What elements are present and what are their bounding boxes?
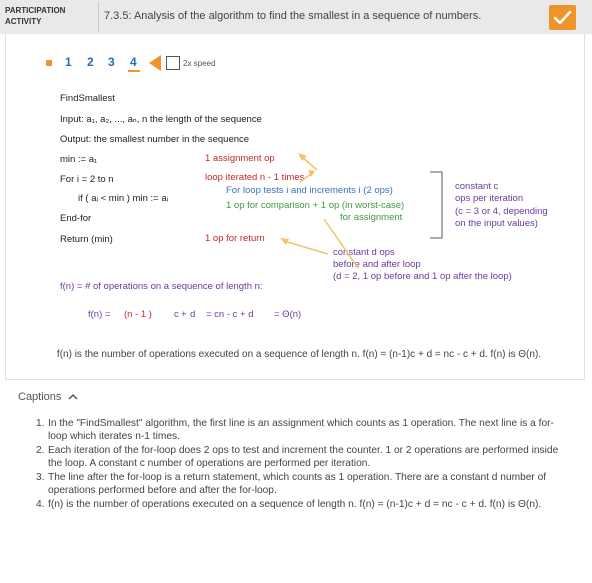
constant-c-bracket (430, 172, 442, 238)
constant-d-line2: before and after loop (333, 259, 421, 270)
caption-item: 4. f(n) is the number of operations executed on a sequence of length n. f(n) = (n-1)c + d = nc - c + d. f(n) is Θ(n). (36, 499, 542, 510)
line-endfor: End-for (60, 213, 92, 224)
arrowhead-return (280, 238, 289, 245)
caption-item: 1. In the "FindSmallest" algorithm, the first line is an assignment which counts as 1 operation. The next line is a for-loop which iterates n-1 times. (36, 418, 554, 442)
loop-tests-annotation: For loop tests i and increments i (2 ops) (226, 185, 393, 196)
constant-d-line3: (d = 2, 1 op before and 1 op after the loop) (333, 271, 512, 282)
arrow-to-return-line (284, 241, 328, 254)
fn-formula-theta: = Θ(n) (274, 309, 302, 320)
captions-list (36, 417, 566, 512)
constant-c-line2: ops per iteration (455, 193, 524, 204)
comparison-annotation: 1 op for comparison + 1 op (in worst-case) (226, 200, 405, 211)
caption-item: 2. Each iteration of the for-loop does 2 ops to test and increment the counter. 1 or 2 operations are performed inside the loop. A constant c number of operations are performed per iteration. (36, 445, 559, 469)
algorithm-name: FindSmallest (60, 93, 115, 104)
step-2-button[interactable]: 2 (87, 55, 94, 69)
arrow-to-for-line (300, 174, 311, 182)
line-for: For i = 2 to n (60, 174, 114, 185)
activity-title: 7.3.5: Analysis of the algorithm to find the smallest in a sequence of numbers. (104, 10, 482, 22)
for-assignment-annotation: for assignment (340, 212, 403, 223)
participation-activity-label: PARTICIPATION ACTIVITY (5, 6, 66, 26)
loop-annotation: loop iterated n - 1 times (205, 172, 305, 183)
constant-d-line1: constant d ops (333, 247, 395, 258)
fn-formula-n-minus-1: (n - 1 ) (124, 309, 152, 320)
step-4-button[interactable]: 4 (130, 55, 137, 69)
step-caption: f(n) is the number of operations executed on a sequence of length n. f(n) = (n-1)c + d = nc - c + d. f(n) is Θ(n). (56, 349, 542, 360)
arrow-to-min-line (302, 157, 317, 170)
captions-toggle[interactable]: Captions (18, 391, 62, 403)
chevron-up-icon[interactable] (68, 393, 78, 401)
line-min-assign: min := a₁ (60, 154, 98, 165)
line-return: Return (min) (60, 234, 113, 245)
assign-annotation: 1 assignment op (205, 153, 275, 164)
caption-item: 3. The line after the for-loop is a return statement, which counts as 1 operation. There are a constant d number of operations performed before and after the for-loop. (36, 472, 547, 496)
fn-formula-lhs: f(n) = (88, 309, 111, 320)
fn-formula-simplified: = cn - c + d (206, 309, 254, 320)
algorithm-output: Output: the smallest number in the sequence (60, 134, 250, 145)
step-1-button[interactable]: 1 (65, 55, 72, 69)
fn-formula-d: d (190, 309, 196, 320)
constant-c-line4: on the input values) (455, 218, 538, 229)
constant-c-line3: (c = 3 or 4, depending (455, 206, 548, 217)
fn-definition: f(n) = # of operations on a sequence of length n: (60, 281, 263, 292)
line-if: if ( aᵢ < min ) min := aᵢ (78, 193, 169, 204)
step-3-button[interactable]: 3 (108, 55, 115, 69)
constant-c-line1: constant c (455, 181, 499, 192)
fn-formula-c: c (174, 309, 179, 320)
speed-label: 2x speed (183, 59, 216, 68)
fn-formula-plus: + (181, 309, 187, 320)
return-annotation: 1 op for return (205, 233, 265, 244)
algorithm-input: Input: a₁, a₂, ..., aₙ, n the length of the sequence (60, 114, 262, 125)
arrow-from-constant-d-to-loop (324, 219, 358, 268)
